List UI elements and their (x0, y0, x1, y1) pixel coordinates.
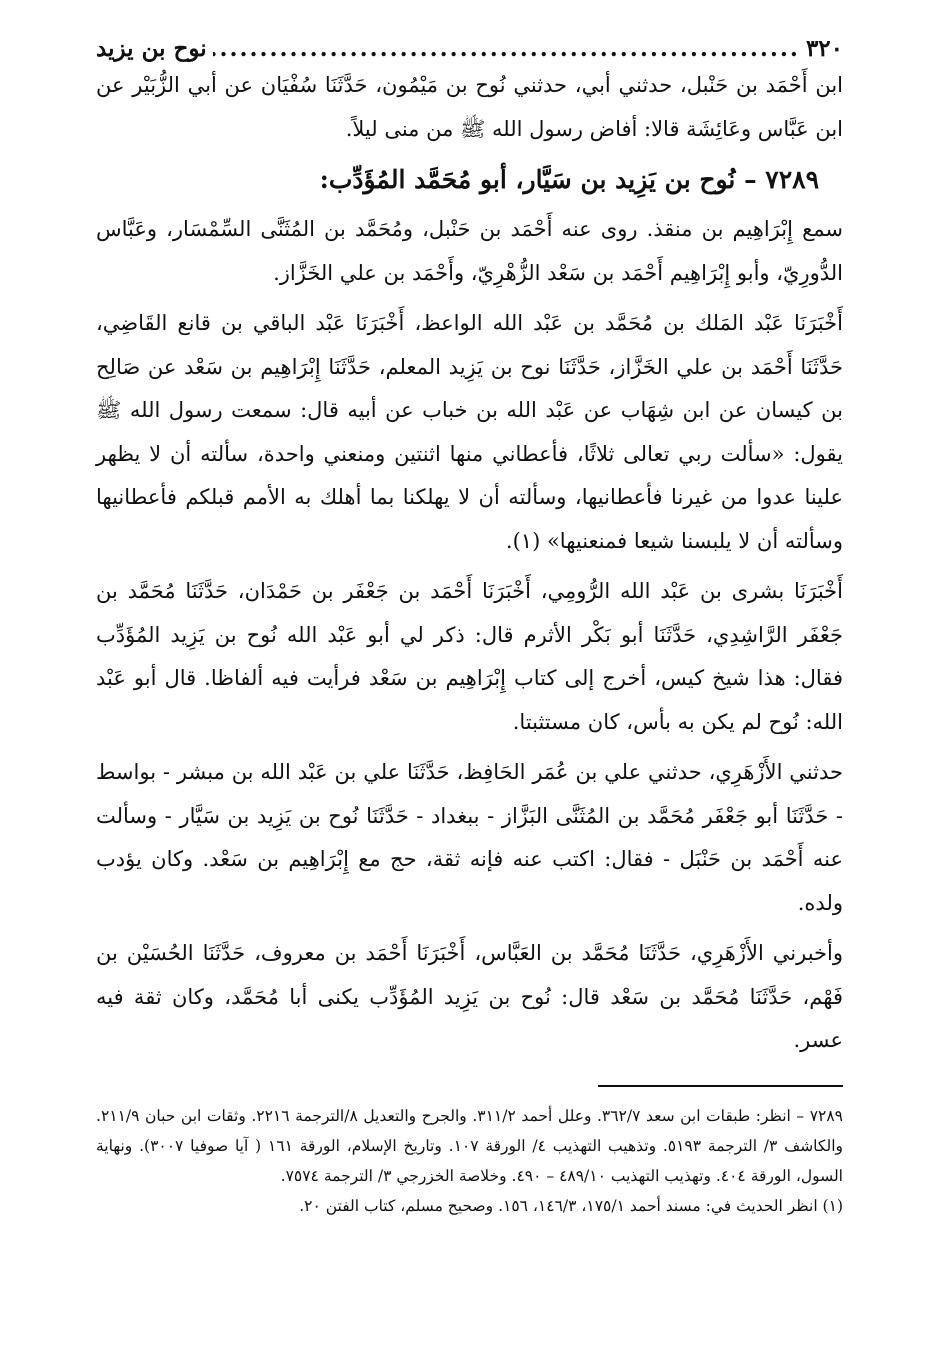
paragraph-3: أَخْبَرَنَا بشرى بن عَبْد الله الرُّومِي، أَخْبَرَنَا أَحْمَد بن جَعْفَر بن حَمْدَان، حَدَّثَنَا مُحَمَّد بن جَعْفَر الرَّاشِدِي، حَدَّثَنَا أبو بَكْر الأثرم قال: ذكر لي أبو عَبْد الله نُوح بن يَزِيد المُؤَدِّب فقال: هذا شيخ كيس، أخرج إلى كتاب إِبْرَاهِيم بن سَعْد فرأيت فيه ألفاظا. قال أبو عَبْد الله: نُوح لم يكن به بأس، كان مستثبتا. (96, 579, 843, 734)
running-title: نوح بن يزيد (96, 35, 207, 62)
footnote-separator (598, 1085, 843, 1087)
paragraph-2: أَخْبَرَنَا عَبْد المَلك بن مُحَمَّد بن عَبْد الله الواعظ، أَخْبَرَنَا عَبْد الباقي بن قانع القَاضِي، حَدَّثَنَا أَحْمَد بن علي الخَزَّاز، حَدَّثَنَا نوح بن يَزِيد المعلم، حَدَّثَنَا إِبْرَاهِيم بن سَعْد عن صَالِح بن كيسان عن ابن شِهَاب عن عَبْد الله بن خباب عن أبيه قال: سمعت رسول الله ﷺ يقول: «سألت ربي تعالى ثلاثًا، فأعطاني منها اثنتين ومنعني واحدة، سألته أن لا يظهر علينا عدوا من غيرنا فأعطانيها، وسألته أن لا يهلكنا بما أهلك به الأمم قبلكم فأعطانيها وسألته أن لا يلبسنا شيعا فمنعنيها» (١). (96, 311, 843, 553)
paragraph-5: وأخبرني الأَزْهَرِي، حَدَّثَنَا مُحَمَّد بن العَبَّاس، أَخْبَرَنَا أَحْمَد بن معروف، حَدَّثَنَا الحُسَيْن بن فَهْم، حَدَّثَنَا مُحَمَّد بن سَعْد قال: نُوح بن يَزِيد المُؤَدِّب يكنى أبا مُحَمَّد، وكان ثقة فيه عسر. (96, 941, 843, 1052)
page-number: ٣٢٠ (805, 35, 843, 62)
running-head (96, 34, 843, 64)
entry-heading: ٧٢٨٩ – نُوح بن يَزِيد بن سَيَّار، أبو مُحَمَّد المُؤَدِّب: (319, 165, 819, 194)
footnotes (96, 1101, 843, 1221)
leader-dots (213, 34, 800, 64)
paragraph-1: سمع إِبْرَاهِيم بن منقذ. روى عنه أَحْمَد بن حَنْبل، ومُحَمَّد بن المُثَنَّى السِّمْسَار، وعَبَّاس الدُّورِيّ، وأبو إِبْرَاهِيم أَحْمَد بن سَعْد الزُّهْرِيّ، وأَحْمَد بن علي الخَزَّاز. (96, 217, 843, 285)
footnote-hadith: (١) انظر الحديث في: مسند أحمد ١٧٥/١، ١٤٦/٣، ١٥٦. وصحيح مسلم، كتاب الفتن ٢٠. (299, 1196, 843, 1215)
intro-paragraph: ابن أَحْمَد بن حَنْبل، حدثني أبي، حدثني نُوح بن مَيْمُون، حَدَّثَنَا سُفْيَان عن أبي الزُّبَيْر عن ابن عَبَّاس وعَائِشَة قالا: أفاض رسول الله ﷺ من منى ليلاً. (96, 73, 843, 141)
paragraph-4: حدثني الأَزْهَرِي، حدثني علي بن عُمَر الحَافِظ، حَدَّثَنَا علي بن عَبْد الله بن مبشر - بواسط - حَدَّثَنَا أبو جَعْفَر مُحَمَّد بن المُثَنَّى البَزَّاز - ببغداد - حَدَّثَنَا نُوح بن يَزِيد بن سَيَّار - وسألت عنه أَحْمَد بن حَنْبَل - فقال: اكتب عنه فإنه ثقة، حج مع إِبْرَاهِيم بن سَعْد. وكان يؤدب ولده. (96, 760, 843, 915)
footnote-sources: ٧٢٨٩ – انظر: طبقات ابن سعد ٣٦٢/٧. وعلل أحمد ٣١١/٢. والجرح والتعديل ٨/الترجمة ٢٢١٦. وثقات ابن حبان ٢١١/٩. والكاشف ٣/ الترجمة ٥١٩٣. وتذهيب التهذيب ٤/ الورقة ١٠٧. وتاريخ الإسلام، الورقة ١٦١ ( آيا صوفيا ٣٠٠٧). ونهاية السول، الورقة ٤٠٤. وتهذيب التهذيب ٤٨٩/١٠ – ٤٩٠. وخلاصة الخزرجي ٣/ الترجمة ٧٥٧٤. (96, 1106, 843, 1185)
main-text (96, 64, 843, 1063)
